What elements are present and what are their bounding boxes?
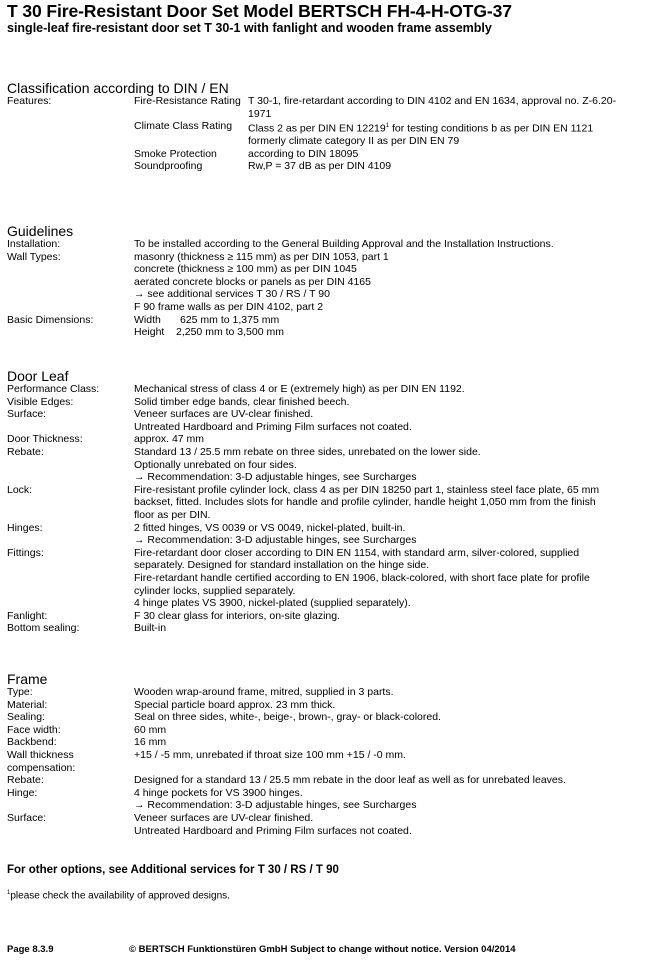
frame-row-sealing: [7, 711, 645, 724]
door-leaf-row-fittings: [7, 547, 645, 610]
page-title: T 30 Fire-Resistant Door Set Model BERTSCH FH-4-H-OTG-37: [7, 1, 512, 21]
frame-value-line: → Recommendation: 3-D adjustable hinges, see Surcharges: [134, 799, 417, 812]
guidelines-value-line: concrete (thickness ≥ 100 mm) as per DIN 1045: [134, 263, 357, 276]
door-leaf-value-line: Standard 13 / 25.5 mm rebate on three sides, unrebated on the lower side.: [134, 445, 481, 458]
door-leaf-label: Fanlight:: [7, 609, 48, 622]
door-leaf-row-door-thickness: [7, 433, 645, 446]
frame-value-line: [134, 762, 645, 775]
frame-value-line: 4 hinge pockets for VS 3900 hinges.: [134, 786, 303, 799]
dimension-height-label: Height: [134, 326, 165, 339]
frame-row-wall-thickness-compensation: [7, 749, 645, 774]
frame-value-line: 60 mm: [134, 723, 167, 736]
door-leaf-label: Surface:: [7, 408, 47, 421]
frame-row-material: [7, 699, 645, 712]
dimension-width-label: Width: [134, 313, 161, 326]
frame-row-surface: [7, 812, 645, 837]
footnote-marker: 1: [7, 890, 11, 896]
guidelines-value-line: masonry (thickness ≥ 115 mm) as per DIN 1053, part 1: [134, 250, 389, 263]
frame-value-line: +15 / -5 mm, unrebated if throat size 100 mm +15 / -0 mm.: [134, 748, 406, 761]
climate-class-rating: [134, 120, 645, 148]
features-row: [7, 95, 645, 173]
door-leaf-value-line: Untreated Hardboard and Priming Film surfaces not coated.: [134, 420, 412, 433]
soundproofing-label: Soundproofing: [134, 160, 203, 173]
guidelines-value-line: → see additional services T 30 / RS / T 90: [134, 288, 330, 301]
door-leaf-label: Door Thickness:: [7, 433, 83, 446]
frame-row-backbend: [7, 736, 645, 749]
door-leaf-label: Performance Class:: [7, 383, 100, 395]
door-leaf-label: Rebate:: [7, 445, 44, 458]
door-leaf-label: Bottom sealing:: [7, 622, 80, 635]
frame-value-line: 16 mm: [134, 736, 167, 749]
guidelines-value-line: To be installed according to the General Building Approval and the Installation Instructions.: [134, 238, 554, 250]
climate-class-value-line: Class 2 as per DIN EN 12219$^1$ for testing conditions b as per DIN EN 1121: [248, 122, 594, 135]
frame-value-line: Designed for a standard 13 / 25.5 mm rebate in the door leaf as well as for unrebated leaves.: [134, 774, 566, 787]
door-leaf-value-line: Fire-resistant profile cylinder lock, class 4 as per DIN 18250 part 1, stainless steel face plate, 65 mm: [134, 483, 600, 496]
guidelines-label: Wall Types:: [7, 250, 61, 263]
frame-value-line: Wooden wrap-around frame, mitred, supplied in 3 parts.: [134, 686, 394, 698]
door-leaf-value-line: Fire-retardant handle certified according to EN 1906, black-colored, with short face plate for profile: [134, 571, 590, 584]
door-leaf-value-line: backset, fitted. Includes slots for handle and profile cylinder, handle height 1,050 mm from the finish: [134, 496, 596, 509]
soundproofing: [134, 160, 645, 173]
frame-label: Face width:: [7, 723, 61, 736]
door-leaf-value-line: Veneer surfaces are UV-clear finished.: [134, 408, 314, 421]
door-leaf-value-line: Solid timber edge bands, clear finished beech.: [134, 395, 350, 408]
door-leaf-value-line: Optionally unrebated on four sides.: [134, 458, 297, 471]
frame-label: Rebate:: [7, 774, 44, 787]
guidelines-section: [7, 223, 645, 339]
dimension-width: [134, 314, 645, 327]
door-leaf-row-performance-class: [7, 383, 645, 396]
door-leaf-value-line: separately. Designed for standard installation on the hinge side.: [134, 559, 430, 572]
guidelines-value-line: F 90 frame walls as per DIN 4102, part 2: [134, 300, 324, 313]
door-leaf-value-line: → Recommendation: 3-D adjustable hinges, see Surcharges: [134, 471, 417, 484]
door-leaf-value-line: → Recommendation: 3-D adjustable hinges, see Surcharges: [134, 534, 417, 547]
frame-label: Sealing:: [7, 711, 45, 724]
door-leaf-section: [7, 368, 645, 635]
door-leaf-value-line: approx. 47 mm: [134, 433, 205, 446]
door-leaf-label: Hinges:: [7, 521, 43, 534]
door-leaf-row-rebate: [7, 446, 645, 484]
climate-class-label: Climate Class Rating: [134, 120, 233, 133]
frame-label: Type:: [7, 686, 33, 698]
frame-row-hinge: [7, 787, 645, 812]
frame-value-line: Veneer surfaces are UV-clear finished.: [134, 811, 314, 824]
basic-dimensions-row: [7, 314, 645, 339]
footnote-marker: 1: [385, 123, 390, 130]
copyright-notice: © BERTSCH Funktionstüren GmbH Subject to change without notice. Version 04/2014: [129, 944, 516, 955]
frame-rows: [7, 686, 645, 837]
frame-label: Hinge:: [7, 786, 38, 799]
door-leaf-row-hinges: [7, 522, 645, 547]
smoke-protection-label: Smoke Protection: [134, 147, 217, 160]
dimension-height-value: 2,250 mm to 3,500 mm: [176, 326, 284, 339]
soundproofing-value: Rw,P = 37 dB as per DIN 4109: [248, 160, 392, 173]
dimension-width-value: 625 mm to 1,375 mm: [180, 313, 280, 326]
features-label: Features:: [7, 95, 52, 107]
frame-row-type: [7, 686, 645, 699]
door-leaf-label: Visible Edges:: [7, 395, 74, 408]
frame-label: Surface:: [7, 811, 47, 824]
footnote: [7, 890, 230, 901]
door-leaf-row-bottom-sealing: [7, 622, 645, 635]
door-leaf-value-line: F 30 clear glass for interiors, on-site glazing.: [134, 609, 341, 622]
frame-label: Backbend:: [7, 736, 57, 749]
door-leaf-value-line: 2 fitted hinges, VS 0039 or VS 0049, nickel-plated, built-in.: [134, 521, 406, 534]
page-subtitle: single-leaf fire-resistant door set T 30-1 with fanlight and wooden frame assembly: [7, 21, 492, 35]
climate-class-value-line: formerly climate category II as per DIN EN 79: [248, 135, 460, 148]
frame-label: Wall thickness compensation:: [7, 748, 76, 774]
frame-label: Material:: [7, 698, 48, 711]
fire-resistance-label: Fire-Resistance Rating: [134, 95, 241, 107]
footnote-text: please check the availability of approved designs.: [10, 890, 230, 902]
guidelines-rows: [7, 238, 645, 314]
smoke-protection: [134, 148, 645, 161]
guidelines-label: Installation:: [7, 238, 61, 250]
additional-options-note: For other options, see Additional services for T 30 / RS / T 90: [7, 864, 339, 876]
frame-section: [7, 671, 645, 837]
door-leaf-label: Fittings:: [7, 546, 44, 559]
guidelines-value-line: aerated concrete blocks or panels as per DIN 4165: [134, 275, 371, 288]
frame-row-rebate: [7, 774, 645, 787]
frame-heading: Frame: [7, 671, 48, 687]
frame-value-line: Seal on three sides, white-, beige-, brown-, gray- or black-colored.: [134, 711, 441, 724]
dimension-height: [134, 326, 645, 339]
door-leaf-row-surface: [7, 408, 645, 433]
basic-dimensions-label: Basic Dimensions:: [7, 313, 94, 326]
classification-heading: Classification according to DIN / EN: [7, 80, 229, 96]
page-number: Page 8.3.9: [7, 944, 54, 955]
door-leaf-row-visible-edges: [7, 396, 645, 409]
fire-resistance-value-line: 1971: [248, 107, 272, 120]
frame-value-line: Special particle board approx. 23 mm thick.: [134, 698, 336, 711]
guidelines-row-wall-types: [7, 251, 645, 314]
door-leaf-row-fanlight: [7, 610, 645, 623]
door-leaf-row-lock: [7, 484, 645, 522]
door-leaf-rows: [7, 383, 645, 635]
fire-resistance-rating: [134, 95, 645, 120]
frame-value-line: Untreated Hardboard and Priming Film surfaces not coated.: [134, 824, 412, 837]
door-leaf-value-line: floor as per DIN.: [134, 508, 211, 521]
door-leaf-value-line: cylinder locks, supplied separately.: [134, 584, 296, 597]
door-leaf-value-line: Mechanical stress of class 4 or E (extremely high) as per DIN EN 1192.: [134, 383, 465, 395]
door-leaf-value-line: Built-in: [134, 622, 167, 635]
smoke-protection-value: according to DIN 18095: [248, 147, 359, 160]
fire-resistance-value-line: T 30-1, fire-retardant according to DIN 4102 and EN 1634, approval no. Z-6.20-: [248, 95, 617, 107]
door-leaf-value-line: 4 hinge plates VS 3900, nickel-plated (supplied separately).: [134, 597, 411, 610]
frame-row-face-width: [7, 724, 645, 737]
door-leaf-label: Lock:: [7, 483, 33, 496]
guidelines-row-installation: [7, 238, 645, 251]
classification-section: [7, 80, 645, 173]
guidelines-heading: Guidelines: [7, 223, 74, 239]
door-leaf-heading: Door Leaf: [7, 368, 69, 384]
door-leaf-value-line: Fire-retardant door closer according to DIN EN 1154, with standard arm, silver-colored, supplied: [134, 546, 580, 559]
